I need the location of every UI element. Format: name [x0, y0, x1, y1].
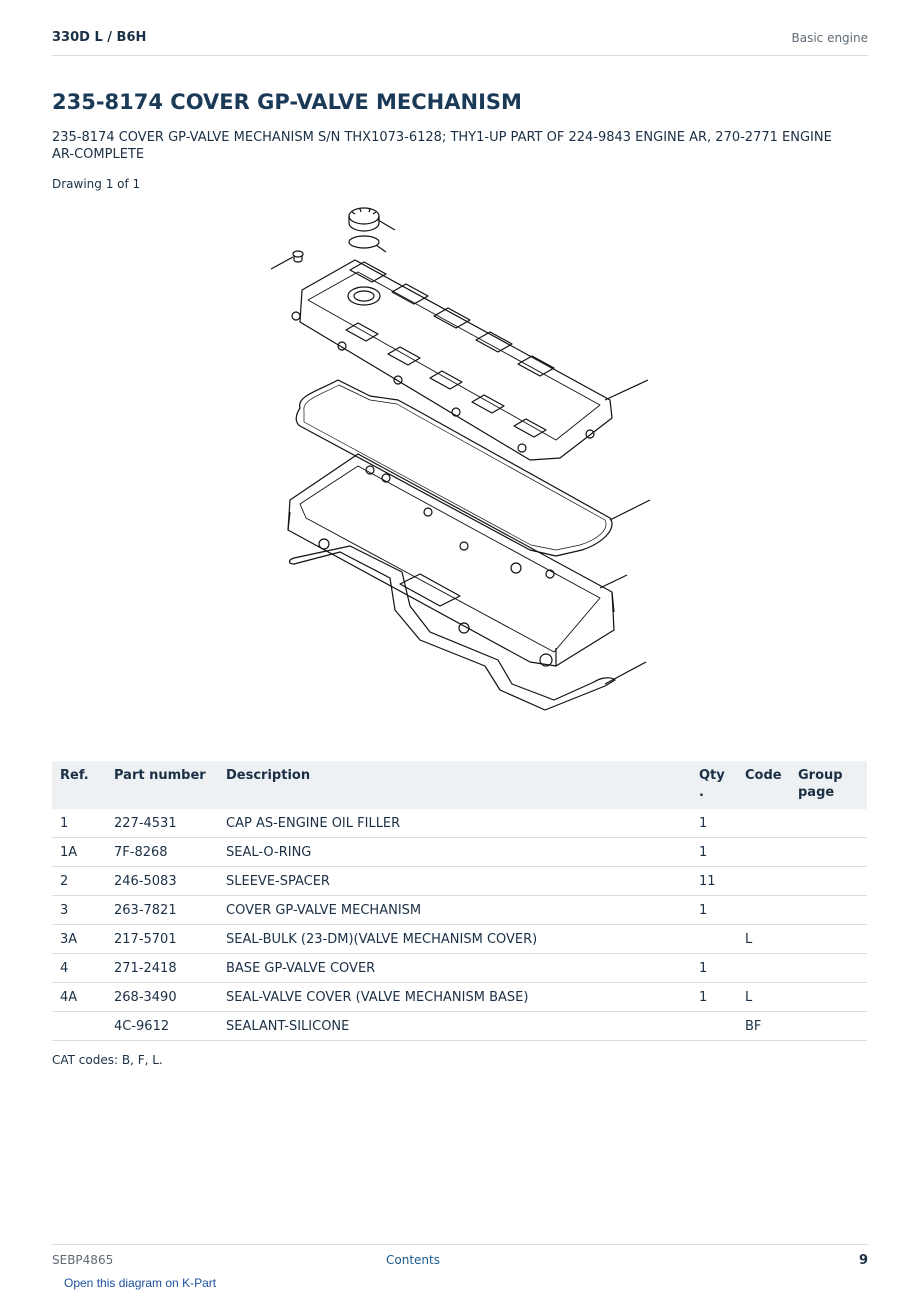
table-row [52, 867, 867, 896]
cell-group-page [790, 1012, 867, 1041]
sleeve-spacer [271, 251, 303, 269]
page-subtitle: 235-8174 COVER GP-VALVE MECHANISM S/N THX1073-6128; THY1-UP PART OF 224-9843 ENGINE AR, 270-2771 ENGINE AR-COMPLETE [52, 130, 832, 162]
cell-part-number: 4C-9612 [106, 1012, 218, 1041]
table-row [52, 925, 867, 954]
cell-code [737, 838, 790, 867]
parts-table [52, 761, 867, 1041]
table-row [52, 809, 867, 838]
cell-qty: 1 [691, 983, 737, 1012]
col-description-header: Description [218, 761, 691, 809]
cell-ref: 4 [52, 954, 106, 983]
table-row [52, 983, 867, 1012]
cell-description: SLEEVE-SPACER [218, 867, 691, 896]
cell-description: SEALANT-SILICONE [218, 1012, 691, 1041]
cell-description: BASE GP-VALVE COVER [218, 954, 691, 983]
table-row [52, 896, 867, 925]
open-kpart-link[interactable]: Open this diagram on K-Part [64, 1276, 217, 1290]
cell-group-page [790, 983, 867, 1012]
col-qty-header: Qty . [691, 761, 737, 809]
col-part-number-header: Part number [106, 761, 218, 809]
page-title: 235-8174 COVER GP-VALVE MECHANISM [52, 90, 522, 114]
cell-description: SEAL-BULK (23-DM)(VALVE MECHANISM COVER) [218, 925, 691, 954]
cell-part-number: 271-2418 [106, 954, 218, 983]
cell-qty [691, 1012, 737, 1041]
table-row [52, 838, 867, 867]
cell-group-page [790, 838, 867, 867]
drawing-label: Drawing 1 of 1 [52, 177, 141, 191]
oil-filler-cap [349, 208, 395, 231]
cell-qty [691, 925, 737, 954]
valve-cover-base [288, 454, 627, 666]
cell-group-page [790, 954, 867, 983]
cell-code [737, 809, 790, 838]
cell-part-number: 217-5701 [106, 925, 218, 954]
page-header [52, 28, 868, 56]
contents-link[interactable]: Contents [386, 1253, 440, 1267]
cell-part-number: 7F-8268 [106, 838, 218, 867]
o-ring [349, 236, 386, 252]
col-ref-header: Ref. [52, 761, 106, 809]
cell-qty: 1 [691, 896, 737, 925]
page-number: 9 [858, 1253, 868, 1268]
cell-group-page [790, 867, 867, 896]
cell-code [737, 867, 790, 896]
cell-ref: 3 [52, 896, 106, 925]
cell-code [737, 954, 790, 983]
table-row [52, 954, 867, 983]
cell-code [737, 896, 790, 925]
cell-description: SEAL-O-RING [218, 838, 691, 867]
cell-ref: 3A [52, 925, 106, 954]
cell-description: SEAL-VALVE COVER (VALVE MECHANISM BASE) [218, 983, 691, 1012]
cell-ref: 1 [52, 809, 106, 838]
cell-ref: 2 [52, 867, 106, 896]
cell-code: L [737, 925, 790, 954]
section-label: Basic engine [791, 31, 868, 45]
document-id: SEBP4865 [52, 1253, 114, 1267]
cell-ref [52, 1012, 106, 1041]
model-label: 330D L / B6H [52, 30, 147, 45]
cell-code: L [737, 983, 790, 1012]
cell-part-number: 268-3490 [106, 983, 218, 1012]
cell-group-page [790, 809, 867, 838]
page-footer [52, 1244, 868, 1269]
cell-ref: 1A [52, 838, 106, 867]
cell-group-page [790, 925, 867, 954]
table-header-row [52, 761, 867, 809]
cell-code: BF [737, 1012, 790, 1041]
parts-diagram [260, 200, 660, 740]
col-code-header: Code [737, 761, 790, 809]
cell-qty: 1 [691, 838, 737, 867]
cat-codes-note: CAT codes: B, F, L. [52, 1053, 163, 1067]
table-row [52, 1012, 867, 1041]
cell-description: COVER GP-VALVE MECHANISM [218, 896, 691, 925]
cell-qty: 1 [691, 809, 737, 838]
col-group-page-header: Group page [790, 761, 867, 809]
cell-description: CAP AS-ENGINE OIL FILLER [218, 809, 691, 838]
cell-qty: 11 [691, 867, 737, 896]
valve-cover [292, 260, 648, 460]
cell-part-number: 263-7821 [106, 896, 218, 925]
cell-part-number: 227-4531 [106, 809, 218, 838]
cell-part-number: 246-5083 [106, 867, 218, 896]
cell-ref: 4A [52, 983, 106, 1012]
cell-qty: 1 [691, 954, 737, 983]
cell-group-page [790, 896, 867, 925]
cover-seal [296, 380, 650, 556]
